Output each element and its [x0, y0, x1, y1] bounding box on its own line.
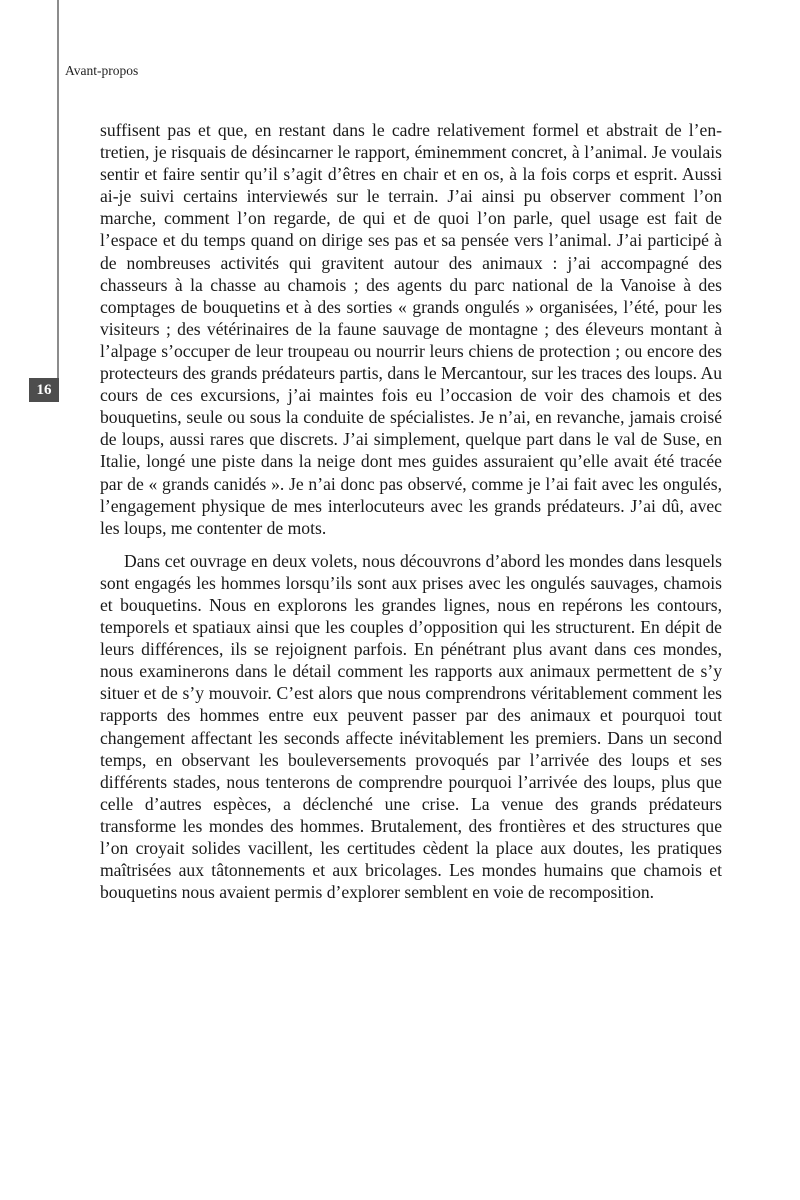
margin-rule: [57, 0, 59, 378]
paragraph-2: Dans cet ouvrage en deux volets, nous découvrons d’abord les mondes dans lesquels sont engagés les hommes lorsqu’ils sont aux prises avec les ongulés sauvages, chamois et bouquetins. Nous en explorons les grandes lignes, nous en repérons les contours, temporels et spatiaux ainsi que les couples d’opposition qui les structurent. En dépit de leurs différences, ils se rejoignent parfois. En pénétrant plus avant dans ces mondes, nous examinerons dans le détail comment les rapports aux animaux permettent de s’y situer et de s’y mouvoir. C’est alors que nous comprendrons véritablement comment les rapports des hommes entre eux peuvent passer par des animaux et pourquoi tout changement affectant les seconds affecte inévitablement les premiers. Dans un second temps, en observant les bouleversements provoqués par l’arrivée des loups et ses différents stades, nous tenterons de comprendre pourquoi l’arrivée des loups, plus que celle d’autres espèces, a déclenché une crise. La venue des grands prédateurs transforme les mondes des hommes. Brutalement, des frontières et des structures que l’on croyait solides vacillent, les certitudes cèdent la place aux doutes, les pratiques maîtrisées aux tâtonnements et aux bricolages. Les mondes humains que chamois et bouquetins nous avaient permis d’explorer semblent en voie de recomposition.: [100, 550, 722, 903]
body-text: [100, 119, 722, 903]
page-number: 16: [29, 378, 59, 402]
running-head: Avant-propos: [65, 63, 139, 78]
paragraph-1: suffisent pas et que, en restant dans le cadre relativement formel et abstrait de l’entretien, je risquais de désincarner le rapport, éminemment concret, à l’animal. Je voulais sentir et faire sentir qu’il s’agit d’êtres en chair et en os, à la fois corps et esprit. Aussi ai-je suivi certains interviewés sur le terrain. J’ai ainsi pu observer comment l’on marche, comment l’on regarde, de qui et de quoi l’on parle, quel usage est fait de l’espace et du temps quand on dirige ses pas et sa pensée vers l’animal. J’ai participé à de nombreuses activités qui gravitent autour des animaux : j’ai accompagné des chasseurs à la chasse au chamois ; des agents du parc national de la Vanoise à des comptages de bouquetins et à des sorties « grands ongulés » organisées, l’été, pour les visiteurs ; des vétérinaires de la faune sauvage de montagne ; des éleveurs montant à l’alpage s’occuper de leur troupeau ou nourrir leurs chiens de protection ; ou encore des protecteurs des grands prédateurs partis, dans le Mercantour, sur les traces des loups. Au cours de ces excursions, j’ai maintes fois eu l’occasion de voir des chamois et des bouquetins, seule ou sous la conduite de spécialistes. Je n’ai, en revanche, jamais croisé de loups, aussi rares que discrets. J’ai simplement, quelque part dans le val de Suse, en Italie, longé une piste dans la neige dont mes guides assuraient qu’elle avait été tracée par de « grands canidés ». Je n’ai donc pas observé, comme je l’ai fait avec les ongulés, l’engagement physique de mes interlocuteurs avec les grands prédateurs. J’ai dû, avec les loups, me contenter de mots.: [100, 120, 722, 538]
